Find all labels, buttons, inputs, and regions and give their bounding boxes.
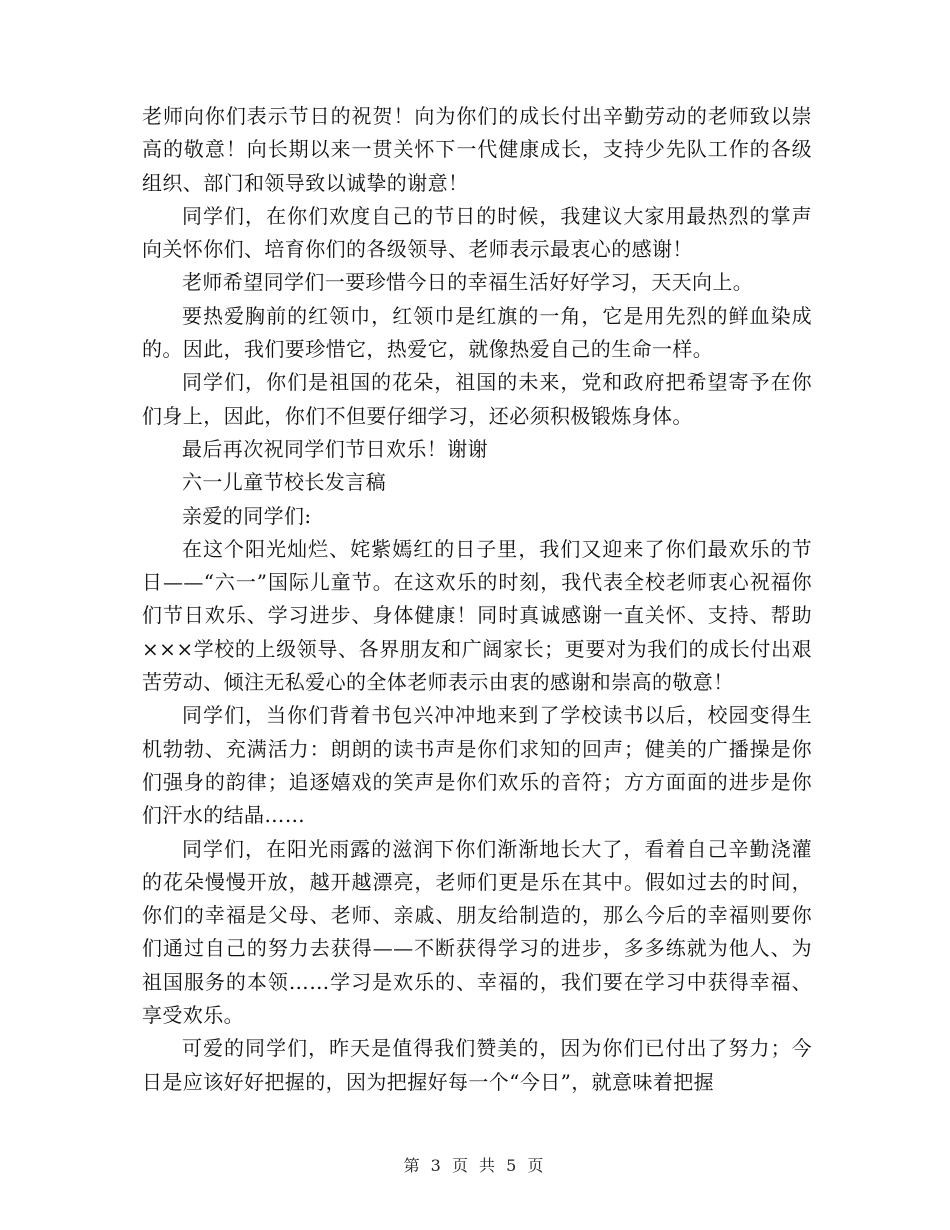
document-body xyxy=(142,100,812,1099)
paragraph: 要热爱胸前的红领巾，红领巾是红旗的一角，它是用先烈的鲜血染成的。因此，我们要珍惜它，热爱它，就像热爱自己的生命一样。 xyxy=(142,303,812,362)
paragraph: 老师希望同学们一要珍惜今日的幸福生活好好学习，天天向上。 xyxy=(182,270,754,295)
paragraph: 同学们，在你们欢度自己的节日的时候，我建议大家用最热烈的掌声向关怀你们、培育你们的各级领导、老师表示最衷心的感谢！ xyxy=(142,203,812,262)
speech-title: 六一儿童节校长发言稿 xyxy=(182,470,386,495)
paragraph: 老师向你们表示节日的祝贺！向为你们的成长付出辛勤劳动的老师致以崇高的敬意！向长期以来一贯关怀下一代健康成长，支持少先队工作的各级组织、部门和领导致以诚挚的谢意！ xyxy=(142,104,812,195)
page-number-footer: 第 3 页 共 5 页 xyxy=(403,1156,547,1175)
paragraph: 在这个阳光灿烂、姹紫嫣红的日子里，我们又迎来了你们最欢乐的节日——“六一”国际儿童节。在这欢乐的时刻，我代表全校老师衷心祝福你们节日欢乐、学习进步、身体健康！同时真诚感谢一直关怀、支持、帮助×××学校的上级领导、各界朋友和广阔家长；更要对为我们的成长付出艰苦劳动、倾注无私爱心的全体老师表示由衷的感谢和崇高的敬意！ xyxy=(142,536,812,695)
salutation: 亲爱的同学们: xyxy=(182,503,312,528)
paragraph: 最后再次祝同学们节日欢乐！谢谢 xyxy=(182,436,488,461)
paragraph: 同学们，在阳光雨露的滋润下你们渐渐地长大了，看着自己辛勤浇灌的花朵慢慢开放，越开越漂亮，老师们更是乐在其中。假如过去的时间，你们的幸福是父母、老师、亲戚、朋友给制造的，那么今后的幸福则要你们通过自己的努力去获得——不断获得学习的进步，多多练就为他人、为祖国服务的本领……学习是欢乐的、幸福的，我们要在学习中获得幸福、享受欢乐。 xyxy=(142,836,812,1028)
paragraph: 可爱的同学们，昨天是值得我们赞美的，因为你们已付出了努力；今日是应该好好把握的，因为把握好每一个“今日”，就意味着把握 xyxy=(142,1036,812,1094)
paragraph: 同学们，你们是祖国的花朵，祖国的未来，党和政府把希望寄予在你们身上，因此，你们不但要仔细学习，还必须积极锻炼身体。 xyxy=(142,370,812,428)
paragraph: 同学们，当你们背着书包兴冲冲地来到了学校读书以后，校园变得生机勃勃、充满活力：朗朗的读书声是你们求知的回声；健美的广播操是你们强身的韵律；追逐嬉戏的笑声是你们欢乐的音符；方方面面的进步是你们汗水的结晶…… xyxy=(142,703,812,828)
